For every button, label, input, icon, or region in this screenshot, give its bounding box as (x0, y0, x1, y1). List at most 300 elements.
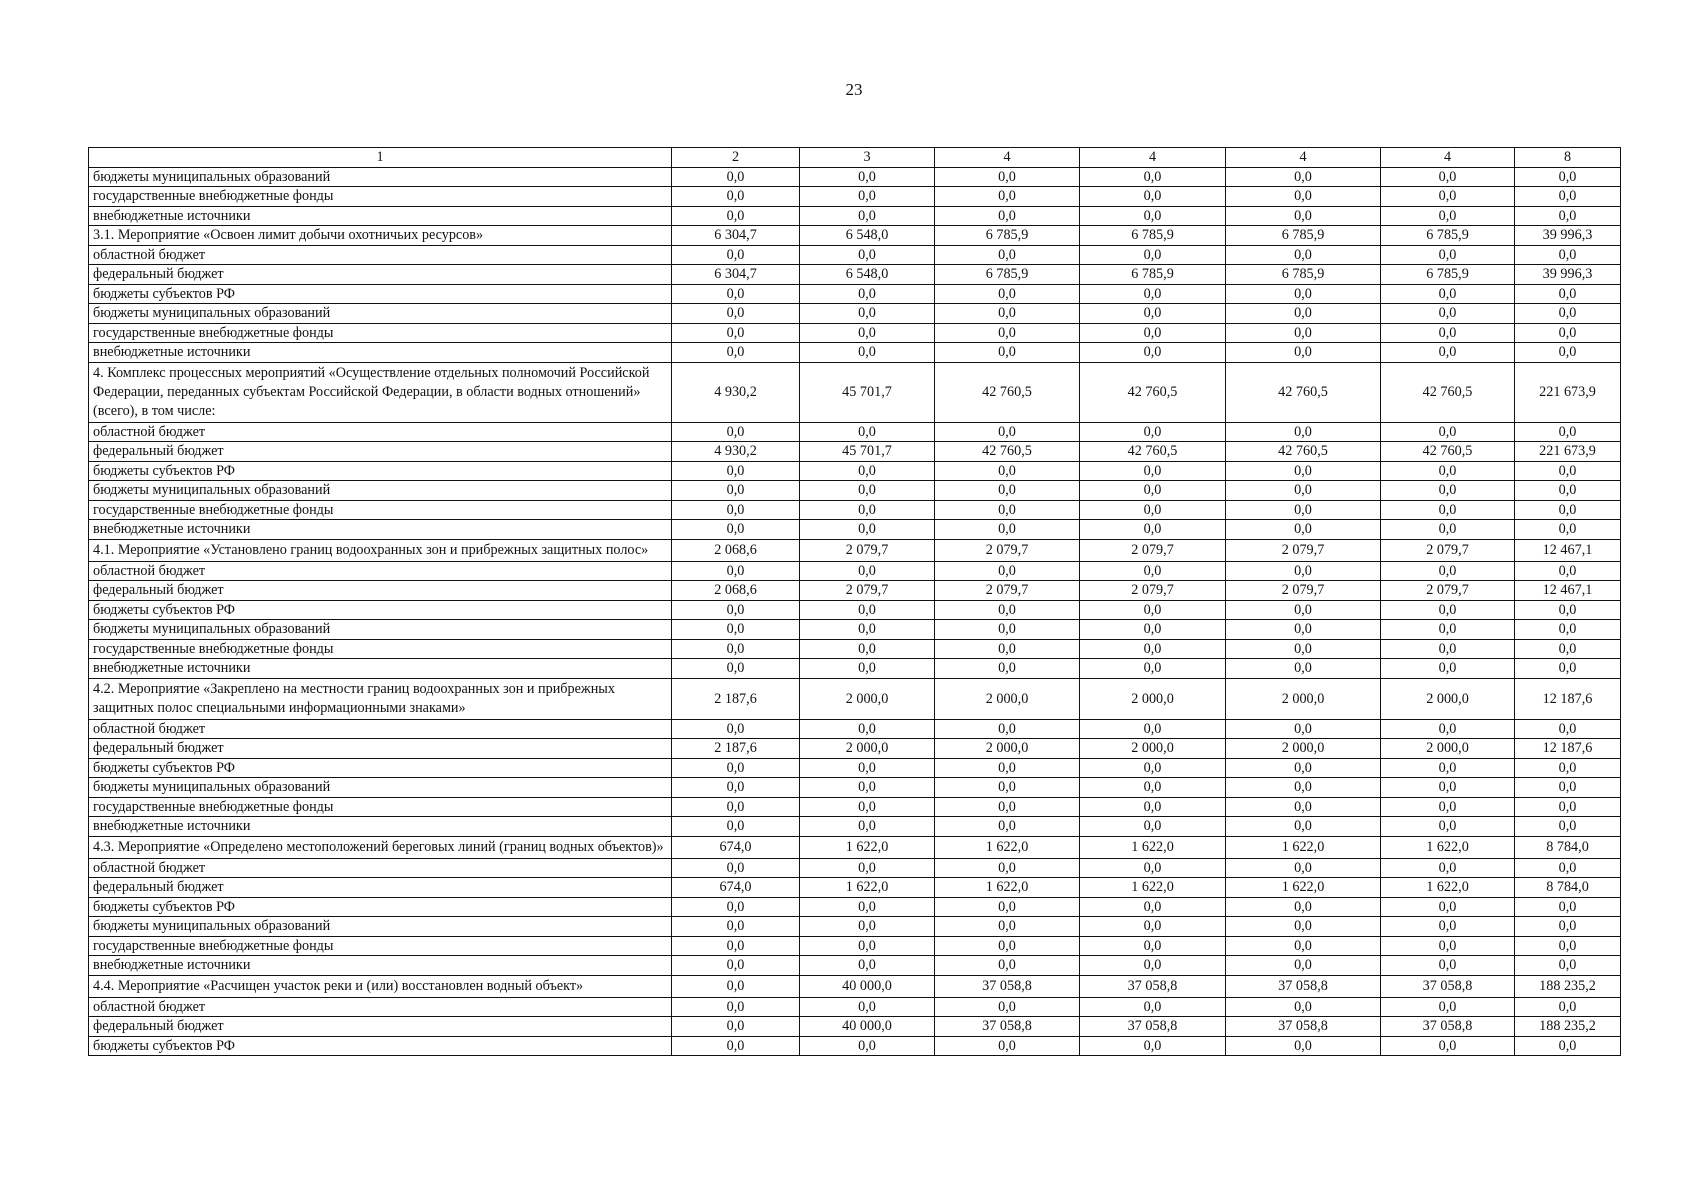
value-cell: 0,0 (935, 897, 1080, 917)
row-label-cell: бюджеты субъектов РФ (89, 284, 672, 304)
row-label-cell: внебюджетные источники (89, 956, 672, 976)
row-label-cell: бюджеты субъектов РФ (89, 758, 672, 778)
value-cell: 0,0 (800, 719, 935, 739)
value-cell: 0,0 (672, 659, 800, 679)
value-cell: 0,0 (1381, 561, 1515, 581)
value-cell: 0,0 (672, 997, 800, 1017)
value-cell: 37 058,8 (1080, 1017, 1226, 1037)
row-label-cell: федеральный бюджет (89, 581, 672, 601)
value-cell: 0,0 (1226, 936, 1381, 956)
value-cell: 37 058,8 (1226, 1017, 1381, 1037)
value-cell: 0,0 (1381, 778, 1515, 798)
value-cell: 1 622,0 (935, 878, 1080, 898)
value-cell: 0,0 (1515, 323, 1621, 343)
value-cell: 0,0 (935, 187, 1080, 207)
value-cell: 1 622,0 (1226, 836, 1381, 858)
table-row (89, 975, 1621, 997)
value-cell: 0,0 (1515, 520, 1621, 540)
value-cell: 6 785,9 (1226, 265, 1381, 285)
value-cell: 0,0 (1515, 817, 1621, 837)
value-cell: 6 548,0 (800, 265, 935, 285)
value-cell: 0,0 (935, 284, 1080, 304)
table-row (89, 362, 1621, 422)
value-cell: 0,0 (800, 245, 935, 265)
table-row (89, 817, 1621, 837)
value-cell: 0,0 (1080, 917, 1226, 937)
table-row (89, 600, 1621, 620)
table-row (89, 581, 1621, 601)
value-cell: 2 079,7 (1381, 581, 1515, 601)
value-cell: 221 673,9 (1515, 442, 1621, 462)
value-cell: 0,0 (1515, 858, 1621, 878)
row-label-cell: бюджеты муниципальных образований (89, 620, 672, 640)
value-cell: 4 930,2 (672, 362, 800, 422)
value-cell: 45 701,7 (800, 442, 935, 462)
value-cell: 0,0 (1226, 343, 1381, 363)
row-label-cell: внебюджетные источники (89, 659, 672, 679)
table-row (89, 956, 1621, 976)
table-row (89, 936, 1621, 956)
value-cell: 0,0 (800, 917, 935, 937)
value-cell: 0,0 (1226, 304, 1381, 324)
value-cell: 0,0 (672, 758, 800, 778)
table-row (89, 659, 1621, 679)
value-cell: 0,0 (1515, 936, 1621, 956)
value-cell: 0,0 (1381, 639, 1515, 659)
value-cell: 0,0 (1080, 461, 1226, 481)
page-number: 23 (845, 80, 863, 99)
row-label-cell: внебюджетные источники (89, 520, 672, 540)
value-cell: 2 000,0 (1226, 678, 1381, 719)
value-cell: 1 622,0 (800, 836, 935, 858)
value-cell: 1 622,0 (1080, 836, 1226, 858)
value-cell: 0,0 (672, 620, 800, 640)
table-row (89, 343, 1621, 363)
value-cell: 0,0 (1515, 481, 1621, 501)
value-cell: 0,0 (1515, 461, 1621, 481)
value-cell: 0,0 (1080, 422, 1226, 442)
value-cell: 0,0 (935, 561, 1080, 581)
value-cell: 0,0 (1515, 245, 1621, 265)
value-cell: 0,0 (1080, 600, 1226, 620)
value-cell: 0,0 (1381, 917, 1515, 937)
table-row (89, 304, 1621, 324)
row-label-cell: областной бюджет (89, 245, 672, 265)
value-cell: 0,0 (935, 817, 1080, 837)
table-row (89, 461, 1621, 481)
value-cell: 1 622,0 (1381, 878, 1515, 898)
row-label-cell: федеральный бюджет (89, 442, 672, 462)
row-label-cell: государственные внебюджетные фонды (89, 797, 672, 817)
value-cell: 37 058,8 (1381, 1017, 1515, 1037)
value-cell: 2 079,7 (1226, 581, 1381, 601)
value-cell: 0,0 (800, 897, 935, 917)
value-cell: 0,0 (800, 956, 935, 976)
value-cell: 0,0 (1381, 520, 1515, 540)
value-cell: 0,0 (1226, 797, 1381, 817)
value-cell: 42 760,5 (935, 442, 1080, 462)
value-cell: 0,0 (1226, 600, 1381, 620)
table-row (89, 539, 1621, 561)
value-cell: 0,0 (1515, 719, 1621, 739)
table-row (89, 226, 1621, 246)
value-cell: 6 785,9 (1080, 226, 1226, 246)
value-cell: 0,0 (1515, 620, 1621, 640)
value-cell: 0,0 (1080, 778, 1226, 798)
value-cell: 2 000,0 (1080, 739, 1226, 759)
value-cell: 0,0 (935, 956, 1080, 976)
table-header-row (89, 148, 1621, 168)
value-cell: 0,0 (1226, 561, 1381, 581)
value-cell: 0,0 (800, 639, 935, 659)
value-cell: 0,0 (1515, 561, 1621, 581)
value-cell: 0,0 (672, 600, 800, 620)
table-row (89, 187, 1621, 207)
value-cell: 0,0 (800, 461, 935, 481)
value-cell: 0,0 (800, 167, 935, 187)
value-cell: 2 000,0 (800, 678, 935, 719)
value-cell: 42 760,5 (1381, 442, 1515, 462)
value-cell: 0,0 (1080, 936, 1226, 956)
value-cell: 0,0 (1381, 797, 1515, 817)
value-cell: 2 000,0 (935, 739, 1080, 759)
value-cell: 0,0 (672, 858, 800, 878)
value-cell: 0,0 (935, 304, 1080, 324)
value-cell: 6 304,7 (672, 265, 800, 285)
value-cell: 0,0 (672, 343, 800, 363)
value-cell: 0,0 (935, 639, 1080, 659)
value-cell: 1 622,0 (800, 878, 935, 898)
value-cell: 0,0 (1381, 620, 1515, 640)
value-cell: 0,0 (1381, 323, 1515, 343)
value-cell: 0,0 (935, 422, 1080, 442)
row-label-cell: государственные внебюджетные фонды (89, 500, 672, 520)
value-cell: 0,0 (1515, 997, 1621, 1017)
value-cell: 0,0 (672, 520, 800, 540)
value-cell: 0,0 (1515, 897, 1621, 917)
table-row (89, 167, 1621, 187)
value-cell: 0,0 (1226, 719, 1381, 739)
row-label-cell: областной бюджет (89, 561, 672, 581)
value-cell: 188 235,2 (1515, 975, 1621, 997)
row-label-cell: 3.1. Мероприятие «Освоен лимит добычи охотничьих ресурсов» (89, 226, 672, 246)
value-cell: 0,0 (1515, 600, 1621, 620)
value-cell: 0,0 (1226, 778, 1381, 798)
value-cell: 0,0 (1381, 245, 1515, 265)
value-cell: 0,0 (935, 719, 1080, 739)
value-cell: 0,0 (672, 956, 800, 976)
value-cell: 0,0 (800, 620, 935, 640)
value-cell: 2 000,0 (800, 739, 935, 759)
value-cell: 0,0 (1080, 245, 1226, 265)
value-cell: 0,0 (1515, 797, 1621, 817)
value-cell: 0,0 (1226, 167, 1381, 187)
table-row (89, 442, 1621, 462)
value-cell: 0,0 (935, 797, 1080, 817)
value-cell: 0,0 (935, 758, 1080, 778)
value-cell: 6 785,9 (1226, 226, 1381, 246)
value-cell: 0,0 (672, 1017, 800, 1037)
value-cell: 0,0 (1226, 1036, 1381, 1056)
header-cell: 1 (89, 148, 672, 168)
table-row (89, 758, 1621, 778)
value-cell: 2 079,7 (1080, 581, 1226, 601)
value-cell: 2 079,7 (1226, 539, 1381, 561)
value-cell: 0,0 (800, 997, 935, 1017)
table-row (89, 878, 1621, 898)
value-cell: 0,0 (1080, 187, 1226, 207)
value-cell: 0,0 (935, 778, 1080, 798)
value-cell: 0,0 (800, 520, 935, 540)
value-cell: 0,0 (672, 897, 800, 917)
value-cell: 0,0 (1226, 284, 1381, 304)
value-cell: 42 760,5 (935, 362, 1080, 422)
value-cell: 0,0 (935, 461, 1080, 481)
value-cell: 0,0 (1226, 500, 1381, 520)
value-cell: 0,0 (672, 187, 800, 207)
value-cell: 0,0 (1080, 719, 1226, 739)
value-cell: 674,0 (672, 836, 800, 858)
value-cell: 2 000,0 (1381, 739, 1515, 759)
row-label-cell: 4.2. Мероприятие «Закреплено на местности границ водоохранных зон и прибрежных защитных полос специальными информационными знаками» (89, 678, 672, 719)
row-label-cell: 4.3. Мероприятие «Определено местоположений береговых линий (границ водных объектов)» (89, 836, 672, 858)
value-cell: 0,0 (672, 797, 800, 817)
value-cell: 0,0 (672, 323, 800, 343)
value-cell: 0,0 (800, 206, 935, 226)
row-label-cell: 4.4. Мероприятие «Расчищен участок реки и (или) восстановлен водный объект» (89, 975, 672, 997)
header-cell: 2 (672, 148, 800, 168)
table-row (89, 323, 1621, 343)
value-cell: 1 622,0 (1226, 878, 1381, 898)
table-row (89, 797, 1621, 817)
table-body (89, 148, 1621, 1056)
value-cell: 0,0 (800, 481, 935, 501)
value-cell: 39 996,3 (1515, 226, 1621, 246)
table-row (89, 481, 1621, 501)
row-label-cell: внебюджетные источники (89, 343, 672, 363)
value-cell: 0,0 (800, 797, 935, 817)
value-cell: 0,0 (672, 1036, 800, 1056)
value-cell: 2 068,6 (672, 539, 800, 561)
table-row (89, 778, 1621, 798)
row-label-cell: областной бюджет (89, 858, 672, 878)
value-cell: 0,0 (1226, 917, 1381, 937)
value-cell: 674,0 (672, 878, 800, 898)
table-row (89, 284, 1621, 304)
value-cell: 0,0 (800, 936, 935, 956)
header-cell: 3 (800, 148, 935, 168)
value-cell: 0,0 (935, 620, 1080, 640)
value-cell: 2 000,0 (1226, 739, 1381, 759)
value-cell: 0,0 (672, 639, 800, 659)
value-cell: 42 760,5 (1226, 362, 1381, 422)
value-cell: 0,0 (935, 600, 1080, 620)
row-label-cell: государственные внебюджетные фонды (89, 936, 672, 956)
value-cell: 0,0 (1515, 304, 1621, 324)
row-label-cell: бюджеты муниципальных образований (89, 917, 672, 937)
value-cell: 0,0 (672, 778, 800, 798)
value-cell: 42 760,5 (1381, 362, 1515, 422)
value-cell: 0,0 (1226, 520, 1381, 540)
value-cell: 0,0 (800, 1036, 935, 1056)
value-cell: 0,0 (1226, 858, 1381, 878)
value-cell: 0,0 (935, 858, 1080, 878)
value-cell: 0,0 (1226, 481, 1381, 501)
value-cell: 6 785,9 (1080, 265, 1226, 285)
row-label-cell: 4.1. Мероприятие «Установлено границ водоохранных зон и прибрежных защитных полос» (89, 539, 672, 561)
value-cell: 0,0 (672, 206, 800, 226)
value-cell: 0,0 (1381, 758, 1515, 778)
value-cell: 1 622,0 (1080, 878, 1226, 898)
table-row (89, 265, 1621, 285)
value-cell: 0,0 (1515, 500, 1621, 520)
row-label-cell: 4. Комплекс процессных мероприятий «Осуществление отдельных полномочий Российской Федерации, переданных субъектам Российской Федерации, в области водных отношений» (всего), в том числе: (89, 362, 672, 422)
value-cell: 6 785,9 (935, 226, 1080, 246)
value-cell: 0,0 (935, 917, 1080, 937)
value-cell: 0,0 (1381, 167, 1515, 187)
value-cell: 0,0 (672, 817, 800, 837)
header-cell: 4 (935, 148, 1080, 168)
value-cell: 0,0 (672, 719, 800, 739)
value-cell: 40 000,0 (800, 1017, 935, 1037)
value-cell: 0,0 (800, 304, 935, 324)
value-cell: 0,0 (1226, 639, 1381, 659)
value-cell: 6 785,9 (1381, 265, 1515, 285)
row-label-cell: государственные внебюджетные фонды (89, 187, 672, 207)
table-row (89, 1036, 1621, 1056)
value-cell: 2 000,0 (1080, 678, 1226, 719)
value-cell: 0,0 (1080, 343, 1226, 363)
value-cell: 0,0 (800, 187, 935, 207)
row-label-cell: бюджеты муниципальных образований (89, 481, 672, 501)
value-cell: 0,0 (800, 817, 935, 837)
header-cell: 4 (1381, 148, 1515, 168)
value-cell: 0,0 (800, 659, 935, 679)
value-cell: 2 079,7 (1080, 539, 1226, 561)
value-cell: 0,0 (1226, 245, 1381, 265)
value-cell: 45 701,7 (800, 362, 935, 422)
row-label-cell: областной бюджет (89, 719, 672, 739)
value-cell: 42 760,5 (1080, 362, 1226, 422)
value-cell: 188 235,2 (1515, 1017, 1621, 1037)
value-cell: 0,0 (1226, 956, 1381, 976)
value-cell: 0,0 (1080, 797, 1226, 817)
table-row (89, 678, 1621, 719)
value-cell: 0,0 (1381, 719, 1515, 739)
row-label-cell: государственные внебюджетные фонды (89, 323, 672, 343)
value-cell: 0,0 (1381, 304, 1515, 324)
value-cell: 0,0 (1080, 620, 1226, 640)
value-cell: 2 068,6 (672, 581, 800, 601)
table-row (89, 836, 1621, 858)
value-cell: 0,0 (1515, 917, 1621, 937)
value-cell: 0,0 (1381, 481, 1515, 501)
value-cell: 0,0 (1515, 167, 1621, 187)
table-row (89, 620, 1621, 640)
value-cell: 0,0 (1080, 284, 1226, 304)
value-cell: 0,0 (1381, 897, 1515, 917)
value-cell: 2 079,7 (800, 539, 935, 561)
value-cell: 2 187,6 (672, 678, 800, 719)
value-cell: 0,0 (935, 936, 1080, 956)
value-cell: 0,0 (1226, 422, 1381, 442)
value-cell: 0,0 (800, 422, 935, 442)
value-cell: 0,0 (672, 284, 800, 304)
table-row (89, 897, 1621, 917)
row-label-cell: бюджеты муниципальных образований (89, 167, 672, 187)
value-cell: 2 000,0 (935, 678, 1080, 719)
value-cell: 2 079,7 (800, 581, 935, 601)
value-cell: 0,0 (935, 206, 1080, 226)
value-cell: 0,0 (672, 975, 800, 997)
row-label-cell: бюджеты субъектов РФ (89, 897, 672, 917)
value-cell: 0,0 (935, 520, 1080, 540)
value-cell: 0,0 (1226, 323, 1381, 343)
value-cell: 12 187,6 (1515, 739, 1621, 759)
value-cell: 0,0 (935, 167, 1080, 187)
table-row (89, 639, 1621, 659)
budget-table (88, 147, 1621, 1056)
value-cell: 0,0 (1515, 206, 1621, 226)
table-row (89, 206, 1621, 226)
value-cell: 1 622,0 (1381, 836, 1515, 858)
value-cell: 1 622,0 (935, 836, 1080, 858)
row-label-cell: бюджеты муниципальных образований (89, 304, 672, 324)
value-cell: 2 187,6 (672, 739, 800, 759)
value-cell: 0,0 (935, 245, 1080, 265)
table-row (89, 739, 1621, 759)
value-cell: 0,0 (1226, 897, 1381, 917)
table-row (89, 858, 1621, 878)
value-cell: 0,0 (1080, 481, 1226, 501)
value-cell: 0,0 (1226, 817, 1381, 837)
value-cell: 8 784,0 (1515, 836, 1621, 858)
value-cell: 42 760,5 (1226, 442, 1381, 462)
value-cell: 0,0 (1080, 206, 1226, 226)
row-label-cell: областной бюджет (89, 422, 672, 442)
value-cell: 0,0 (1080, 897, 1226, 917)
value-cell: 6 548,0 (800, 226, 935, 246)
value-cell: 0,0 (800, 343, 935, 363)
value-cell: 0,0 (1381, 500, 1515, 520)
value-cell: 0,0 (1515, 284, 1621, 304)
value-cell: 0,0 (1080, 520, 1226, 540)
value-cell: 6 785,9 (1381, 226, 1515, 246)
row-label-cell: внебюджетные источники (89, 817, 672, 837)
value-cell: 0,0 (1080, 167, 1226, 187)
value-cell: 0,0 (800, 758, 935, 778)
value-cell: 0,0 (1515, 659, 1621, 679)
table-row (89, 422, 1621, 442)
value-cell: 12 187,6 (1515, 678, 1621, 719)
row-label-cell: бюджеты субъектов РФ (89, 1036, 672, 1056)
row-label-cell: федеральный бюджет (89, 878, 672, 898)
row-label-cell: бюджеты субъектов РФ (89, 600, 672, 620)
value-cell: 0,0 (1381, 997, 1515, 1017)
value-cell: 12 467,1 (1515, 539, 1621, 561)
value-cell: 2 079,7 (1381, 539, 1515, 561)
value-cell: 0,0 (800, 284, 935, 304)
value-cell: 0,0 (935, 343, 1080, 363)
value-cell: 0,0 (800, 778, 935, 798)
value-cell: 0,0 (1515, 187, 1621, 207)
value-cell: 0,0 (1080, 659, 1226, 679)
value-cell: 0,0 (1381, 461, 1515, 481)
value-cell: 0,0 (1080, 997, 1226, 1017)
table-row (89, 561, 1621, 581)
value-cell: 0,0 (935, 659, 1080, 679)
value-cell: 39 996,3 (1515, 265, 1621, 285)
